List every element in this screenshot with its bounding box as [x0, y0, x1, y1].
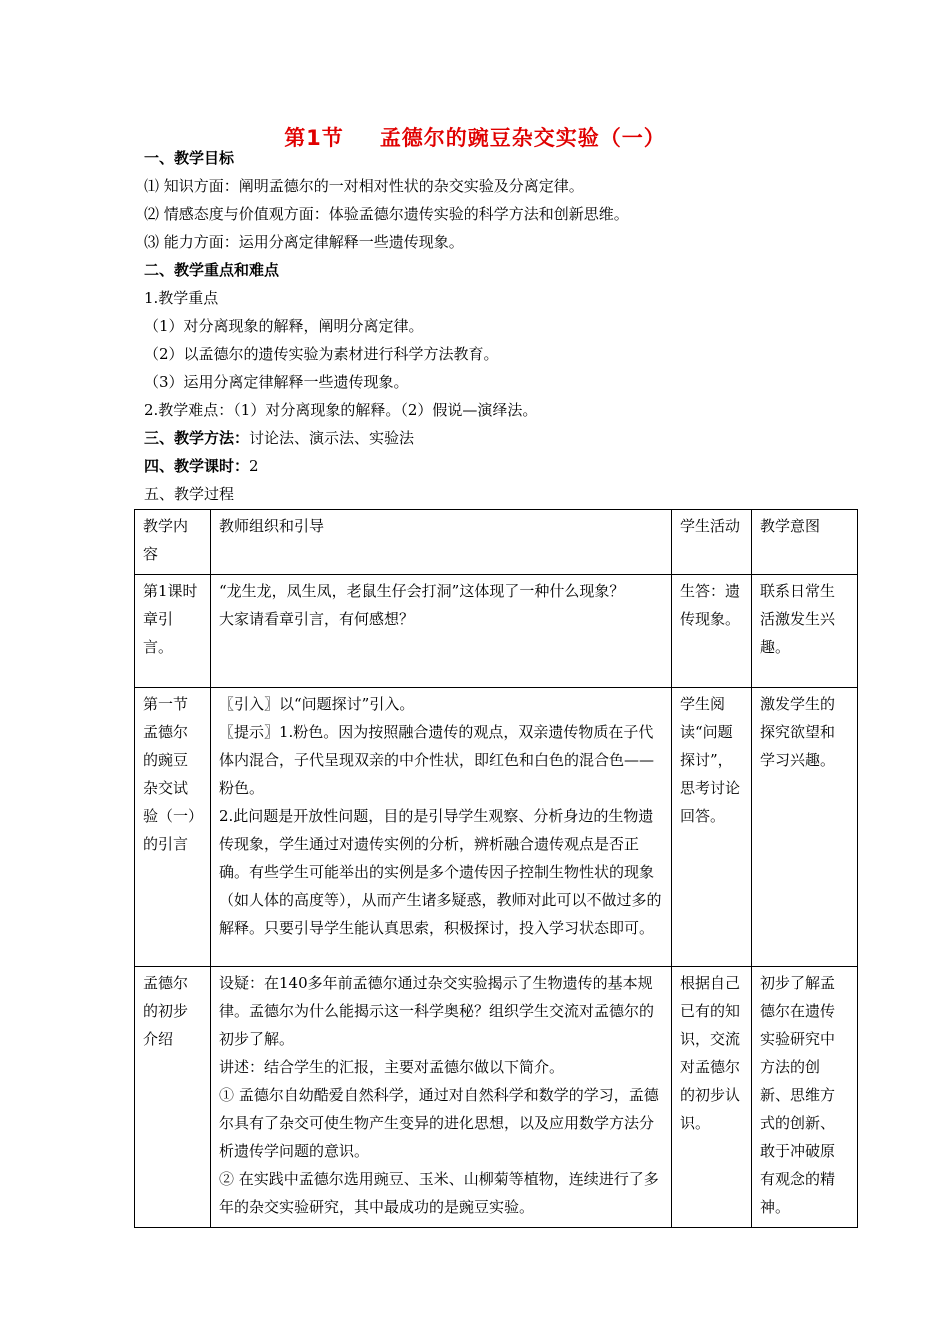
content-cell [135, 575, 211, 688]
title-text: 孟德尔的豌豆杂交实验（一） [379, 126, 666, 150]
cell-text: 2.此问题是开放性问题，目的是引导学生观察、分析身边的生物遗传现象，学生通过对遗传实例的分析，辨析融合遗传观点是否正确。有些学生可能举出的实例是多个遗传因子控制生物性状的现象（如人体的高度等），从而产生诸多疑惑，教师对此可以不做过多的解释。只要引导学生能认真思索，积极探讨，投入学习状态即可。 [219, 807, 662, 937]
activity-cell: 根据自己已有的知识，交流对孟德尔的初步认识。 [672, 967, 752, 1228]
focus-heading: 1.教学重点 [144, 289, 219, 307]
intent-cell: 激发学生的探究欲望和学习兴趣。 [752, 688, 858, 967]
title-section: 第1节 [284, 126, 344, 150]
hours-line [144, 456, 259, 476]
guide-cell [211, 967, 672, 1228]
cell-text: “龙生龙，凤生凤，老鼠生仔会打洞”这体现了一种什么现象？ [219, 582, 625, 600]
guide-cell [211, 575, 672, 688]
activity-cell: 学生阅读“问题探讨”，思考讨论回答。 [672, 688, 752, 967]
methods-line [144, 428, 414, 448]
cell-text: ② 在实践中孟德尔选用豌豆、玉米、山柳菊等植物，连续进行了多年的杂交实验研究，其中最成功的是豌豆实验。 [219, 1170, 659, 1216]
header-cell: 教学内容 [135, 510, 211, 575]
cell-text: 章引言。 [143, 610, 174, 656]
content-cell [135, 967, 211, 1228]
activity-cell: 生答：遗传现象。 [672, 575, 752, 688]
objective-item: ⑵ 情感态度与价值观方面：体验孟德尔遗传实验的科学方法和创新思维。 [144, 205, 629, 223]
cell-text: 第1课时 [143, 582, 198, 600]
cell-text: 〖提示〗1.粉色。因为按照融合遗传的观点，双亲遗传物质在子代体内混合，子代呈现双亲的中介性状，即红色和白色的混合色——粉色。 [219, 723, 655, 797]
content-cell [135, 688, 211, 967]
objectives-heading: 一、教学目标 [144, 149, 235, 167]
hours-value: 2 [249, 457, 259, 475]
table-row [135, 967, 858, 1228]
process-heading: 五、教学过程 [144, 485, 235, 503]
header-cell: 学生活动 [672, 510, 752, 575]
hours-label: 四、教学课时： [144, 457, 250, 475]
objective-item: ⑴ 知识方面：阐明孟德尔的一对相对性状的杂交实验及分离定律。 [144, 177, 584, 195]
focus-item: （3）运用分离定律解释一些遗传现象。 [144, 373, 409, 391]
table-row [135, 688, 858, 967]
cell-text: 〖引入〗以“问题探讨”引入。 [219, 695, 415, 713]
intent-cell: 初步了解孟德尔在遗传实验研究中方法的创新、思维方式的创新、敢于冲破原有观念的精神。 [752, 967, 858, 1228]
cell-text: 孟德尔的初步介绍 [143, 974, 189, 1048]
methods-value: 讨论法、演示法、实验法 [249, 429, 415, 447]
cell-text: 讲述：结合学生的汇报，主要对孟德尔做以下简介。 [219, 1058, 565, 1076]
objective-item: ⑶ 能力方面：运用分离定律解释一些遗传现象。 [144, 233, 464, 251]
focus-item: （2）以孟德尔的遗传实验为素材进行科学方法教育。 [144, 345, 499, 363]
methods-label: 三、教学方法： [144, 429, 250, 447]
keypoints-heading: 二、教学重点和难点 [144, 261, 280, 279]
cell-text: ① 孟德尔自幼酷爱自然科学，通过对自然科学和数学的学习，孟德尔具有了杂交可使生物产生变异的进化思想，以及应用数学方法分析遗传学问题的意识。 [219, 1086, 659, 1160]
cell-text: 第一节孟德尔的豌豆杂交试验（一）的引言 [143, 695, 196, 853]
header-cell: 教师组织和引导 [211, 510, 672, 575]
page-title [0, 122, 950, 152]
focus-item: （1）对分离现象的解释，阐明分离定律。 [144, 317, 424, 335]
header-cell: 教学意图 [752, 510, 858, 575]
table-row [135, 575, 858, 688]
cell-text: 大家请看章引言，有何感想？ [219, 610, 415, 628]
guide-cell [211, 688, 672, 967]
process-table [134, 509, 858, 1228]
cell-text: 设疑：在140多年前孟德尔通过杂交实验揭示了生物遗传的基本规律。孟德尔为什么能揭示这一科学奥秘？组织学生交流对孟德尔的初步了解。 [219, 974, 655, 1048]
difficulty-line: 2.教学难点：（1）对分离现象的解释。（2）假说—演绎法。 [144, 401, 538, 419]
intent-cell: 联系日常生活激发生兴趣。 [752, 575, 858, 688]
table-header-row [135, 510, 858, 575]
